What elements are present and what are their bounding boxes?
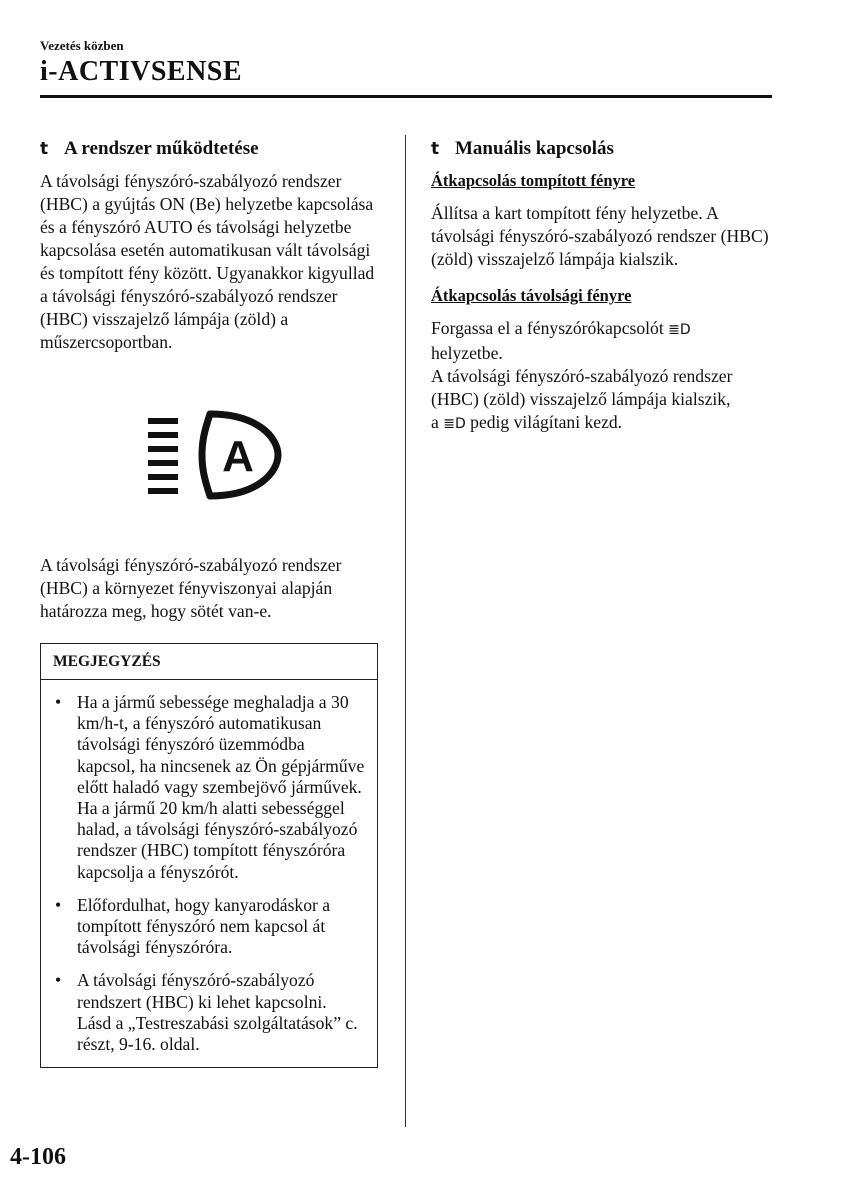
bullet: • xyxy=(55,894,62,915)
indicator-letter: A xyxy=(222,432,254,481)
high-beam-icon: ≣D xyxy=(443,416,466,432)
left-column xyxy=(40,138,380,1068)
page-title: i-ACTIVSENSE xyxy=(40,56,243,87)
page-number: 4-106 xyxy=(10,1144,66,1170)
high-beam-text: A távolsági fényszóró-szabályozó rendszer (HBC) (zöld) visszajelző lámpája kialszik, xyxy=(431,366,733,409)
note-heading: MEGJEGYZÉS xyxy=(41,644,377,680)
section-marker: t xyxy=(40,139,49,159)
hbc-auto-indicator-icon xyxy=(148,408,284,500)
section-heading-manual xyxy=(431,138,781,160)
operation-paragraph: A távolsági fényszóró-szabályozó rendszer (HBC) a gyújtás ON (Be) helyzetbe kapcsolása és a fényszóró AUTO és távolsági helyzetbe kapcsolása esetén automatikusan vált távolsági és tompított fény között. Ugyanakkor kigyullad a távolsági fényszóró-szabályozó rendszer (HBC) visszajelző lámpája (zöld) a műszercsoportban. xyxy=(40,171,375,352)
section-title: A rendszer működtetése xyxy=(64,138,259,159)
high-beam-paragraph xyxy=(431,317,781,436)
subheading-low-beam: Átkapcsolás tompított fényre xyxy=(431,171,636,190)
note-text: A távolsági fényszóró-szabályozó rendszert (HBC) ki lehet kapcsolni. Lásd a „Testreszabási szolgáltatások” c. részt, 9-16. oldal. xyxy=(77,970,358,1055)
chapter-label: Vezetés közben xyxy=(40,38,124,53)
section-marker: t xyxy=(431,139,440,159)
right-column xyxy=(431,138,781,436)
list-item xyxy=(53,895,365,959)
low-beam-paragraph: Állítsa a kart tompított fény helyzetbe. A távolsági fényszóró-szabályozó rendszer (HBC) (zöld) visszajelző lámpája kialszik. xyxy=(431,203,769,269)
list-item xyxy=(53,970,365,1055)
bullet: • xyxy=(55,692,62,712)
high-beam-text: a xyxy=(431,412,439,432)
high-beam-text: helyzetbe. xyxy=(431,343,503,363)
high-beam-icon: ≣D xyxy=(668,322,691,338)
section-title: Manuális kapcsolás xyxy=(455,138,614,159)
detection-paragraph: A távolsági fényszóró-szabályozó rendszer (HBC) a környezet fényviszonyai alapján határozza meg, hogy sötét van-e. xyxy=(40,555,342,621)
high-beam-text: Forgassa el a fényszórókapcsolót xyxy=(431,318,664,338)
title-rule xyxy=(40,95,772,98)
note-list xyxy=(41,680,377,1067)
note-text: Ha a jármű sebessége meghaladja a 30 km/h-t, a fényszóró automatikusan távolsági fényszóró üzemmódba kapcsol, ha nincsenek az Ön gépjárműve előtt haladó vagy szembejövő járművek. xyxy=(77,692,365,797)
indicator-figure xyxy=(40,354,380,554)
bullet: • xyxy=(55,970,62,991)
note-text: Ha a jármű 20 km/h alatti sebességgel halad, a távolsági fényszóró-szabályozó rendszer (HBC) tompított fényszóróra kapcsolja a fényszórót. xyxy=(77,798,358,882)
subheading-high-beam: Átkapcsolás távolsági fényre xyxy=(431,286,632,305)
column-divider xyxy=(405,135,406,1127)
note-text: Előfordulhat, hogy kanyarodáskor a tompított fényszóró nem kapcsol át távolsági fényszóróra. xyxy=(77,894,331,958)
section-heading-operation xyxy=(40,138,380,160)
high-beam-text: pedig világítani kezd. xyxy=(470,412,623,432)
note-box xyxy=(40,643,378,1068)
list-item xyxy=(53,692,365,883)
